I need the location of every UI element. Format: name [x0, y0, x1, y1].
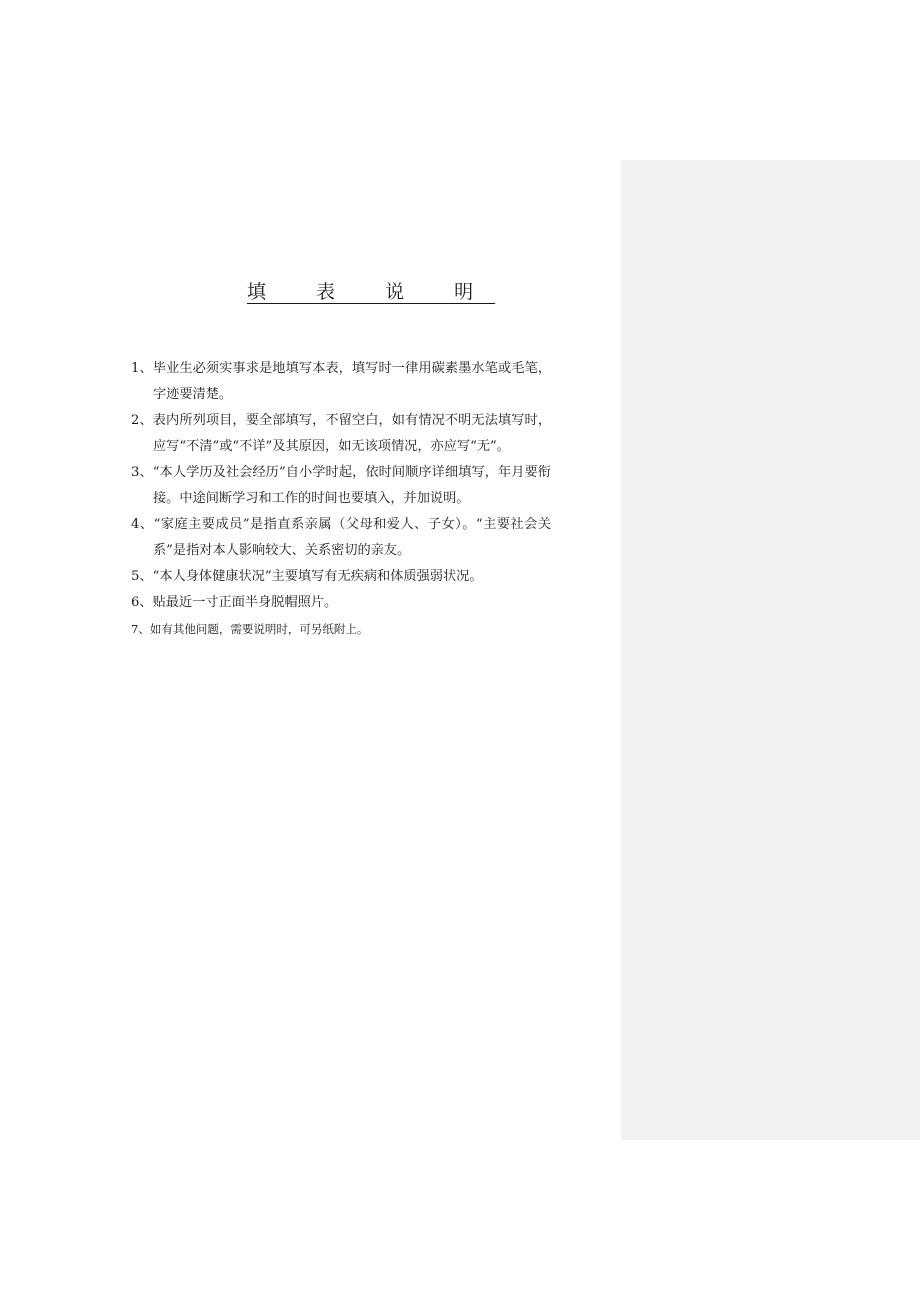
- item-number: 2、: [131, 413, 153, 428]
- item-number: 6、: [131, 595, 153, 610]
- item-text: “本人身体健康状况”主要填写有无疾病和体质强弱状况。: [152, 569, 483, 584]
- item-text: 毕业生必须实事求是地填写本表，填写时一律用碳素墨水笔或毛笔，字迹要清楚。: [152, 361, 552, 402]
- item-text: “家庭主要成员”是指直系亲属（父母和爱人、子女）。“主要社会关系”是指对本人影响较大、关系密切的亲友。: [153, 517, 552, 558]
- instruction-list: [131, 356, 551, 642]
- item-number: 5、: [131, 569, 153, 584]
- list-item: [131, 512, 551, 564]
- list-item: [131, 616, 551, 642]
- item-number: 4、: [131, 517, 154, 532]
- item-text: 贴最近一寸正面半身脱帽照片。: [152, 595, 338, 610]
- list-item: [131, 564, 551, 590]
- list-item: [131, 408, 551, 460]
- item-number: 7、: [131, 622, 150, 636]
- list-item: [131, 460, 551, 512]
- page-title: 填 表 说 明: [247, 281, 496, 303]
- list-item: [131, 590, 551, 616]
- item-number: 3、: [131, 465, 153, 480]
- item-text: 表内所列项目，要全部填写，不留空白，如有情况不明无法填写时，应写“不清”或“不详”及其原因，如无该项情况，亦应写“无”。: [152, 413, 552, 454]
- list-item: [131, 356, 551, 408]
- item-text: 如有其他问题，需要说明时，可另纸附上。: [149, 622, 369, 636]
- item-number: 1、: [131, 361, 153, 376]
- comment-pane: [621, 160, 920, 1140]
- item-text: “本人学历及社会经历”自小学时起，依时间顺序详细填写，年月要衔接。中途间断学习和工作的时间也要填入，并加说明。: [152, 465, 551, 506]
